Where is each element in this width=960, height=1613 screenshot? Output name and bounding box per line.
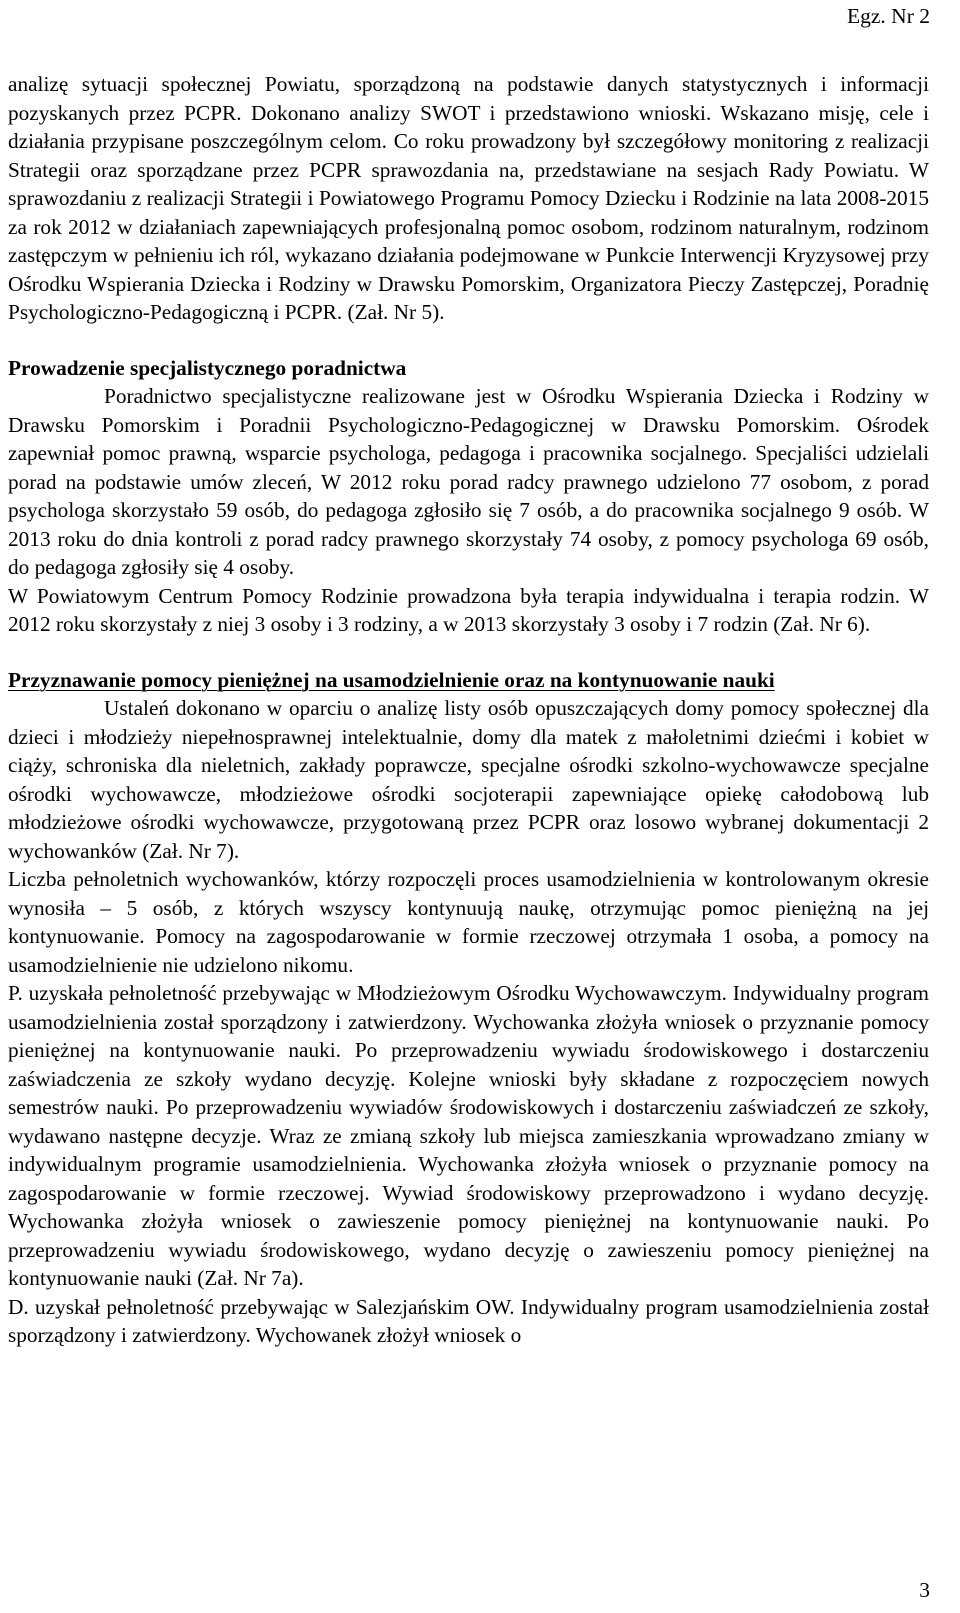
document-body: [8, 70, 929, 1350]
section-heading-financial-aid: Przyznawanie pomocy pieniężnej na usamodzielnienie oraz na kontynuowanie nauki: [8, 667, 775, 692]
paragraph-counseling: Poradnictwo specjalistyczne realizowane jest w Ośrodku Wspierania Dziecka i Rodziny w Drawsku Pomorskim i Poradnii Psychologiczno-Pedagogicznej w Drawsku Pomorskim. Ośrodek zapewniał pomoc prawną, wsparcie psychologa, pedagoga i pracownika socjalnego. Specjaliści udzielali porad na podstawie umów zleceń, W 2012 roku porad radcy prawnego udzielono 77 osobom, z porad psychologa skorzystało 59 osób, do pedagoga zgłosiło się 7 osób, a do pracownika socjalnego 9 osób. W 2013 roku do dnia kontroli z porad radcy prawnego skorzystały 74 osoby, z pomocy psychologa 69 osób, do pedagoga zgłosiły się 4 osoby.: [8, 384, 929, 579]
document-copy-label: Egz. Nr 2: [847, 4, 930, 28]
paragraph-strategy-analysis: analizę sytuacji społecznej Powiatu, sporządzoną na podstawie danych statystycznych i informacji pozyskanych przez PCPR. Dokonano analizy SWOT i przedstawiono wnioski. Wskazano misję, cele i działania przypisane poszczególnym celom. Co roku prowadzony był szczegółowy monitoring z realizacji Strategii oraz sporządzane przez PCPR sprawozdania na, przedstawiane na sesjach Rady Powiatu. W sprawozdaniu z realizacji Strategii i Powiatowego Programu Pomocy Dziecku i Rodzinie na lata 2008-2015 za rok 2012 w działaniach zapewniających profesjonalną pomoc osobom, rodzinom naturalnym, rodzinom zastępczym w pełnieniu ich ról, wykazano działania podejmowane w Punkcie Interwencji Kryzysowej przy Ośrodku Wspierania Dziecka i Rodziny w Drawsku Pomorskim, Organizatora Pieczy Zastępczej, Poradnię Psychologiczno-Pedagogiczną i PCPR. (Zał. Nr 5).: [8, 72, 929, 324]
page-number: 3: [919, 1578, 930, 1602]
section-heading-counseling: Prowadzenie specjalistycznego poradnictwa: [8, 355, 407, 380]
paragraph-case-d: D. uzyskał pełnoletność przebywając w Salezjańskim OW. Indywidualny program usamodzielnienia został sporządzony i zatwierdzony. Wychowanek złożył wniosek o: [8, 1294, 929, 1347]
paragraph-therapy: W Powiatowym Centrum Pomocy Rodzinie prowadzona była terapia indywidualna i terapia rodzin. W 2012 roku skorzystały z niej 3 osoby i 3 rodziny, a w 2013 skorzystały 3 osoby i 7 rodzin (Zał. Nr 6).: [8, 583, 929, 636]
paragraph-findings: Ustaleń dokonano w oparciu o analizę listy osób opuszczających domy pomocy społecznej dla dzieci i młodzieży niepełnosprawnej intelektualnie, domy dla matek z małoletnimi dziećmi i kobiet w ciąży, schroniska dla nieletnich, zakłady poprawcze, specjalne ośrodki szkolno-wychowawcze specjalne ośrodki wychowawcze, młodzieżowe ośrodki socjoterapii zapewniające opiekę całodobową lub młodzieżowe ośrodki wychowawcze, przygotowaną przez PCPR oraz losowo wybranej dokumentacji 2 wychowanków (Zał. Nr 7).: [8, 696, 929, 863]
paragraph-adult-wards: Liczba pełnoletnich wychowanków, którzy rozpoczęli proces usamodzielnienia w kontrolowanym okresie wynosiła – 5 osób, z których wszyscy kontynuują naukę, otrzymując pomoc pieniężną na jej kontynuowanie. Pomocy na zagospodarowanie w formie rzeczowej otrzymała 1 osoba, a pomocy na usamodzielnienie nie udzielono nikomu.: [8, 867, 929, 977]
paragraph-case-p: P. uzyskała pełnoletność przebywając w Młodzieżowym Ośrodku Wychowawczym. Indywidualny program usamodzielnienia został sporządzony i zatwierdzony. Wychowanka złożyła wniosek o przyznanie pomocy pieniężnej na kontynuowanie nauki. Po przeprowadzeniu wywiadu środowiskowego i dostarczeniu zaświadczenia ze szkoły wydano decyzję. Kolejne wnioski były składane z rozpoczęciem nowych semestrów nauki. Po przeprowadzeniu wywiadów środowiskowych i dostarczeniu zaświadczeń ze szkoły, wydawano następne decyzje. Wraz ze zmianą szkoły lub miejsca zamieszkania wprowadzano zmiany w indywidualnym programie usamodzielnienia. Wychowanka złożyła wniosek o przyznanie pomocy na zagospodarowanie w formie rzeczowej. Wywiad środowiskowy przeprowadzono i wydano decyzję. Wychowanka złożyła wniosek o zawieszenie pomocy pieniężnej na kontynuowanie nauki. Po przeprowadzeniu wywiadu środowiskowego, wydano decyzję o zawieszeniu pomocy pieniężnej na kontynuowanie nauki (Zał. Nr 7a).: [8, 981, 929, 1290]
